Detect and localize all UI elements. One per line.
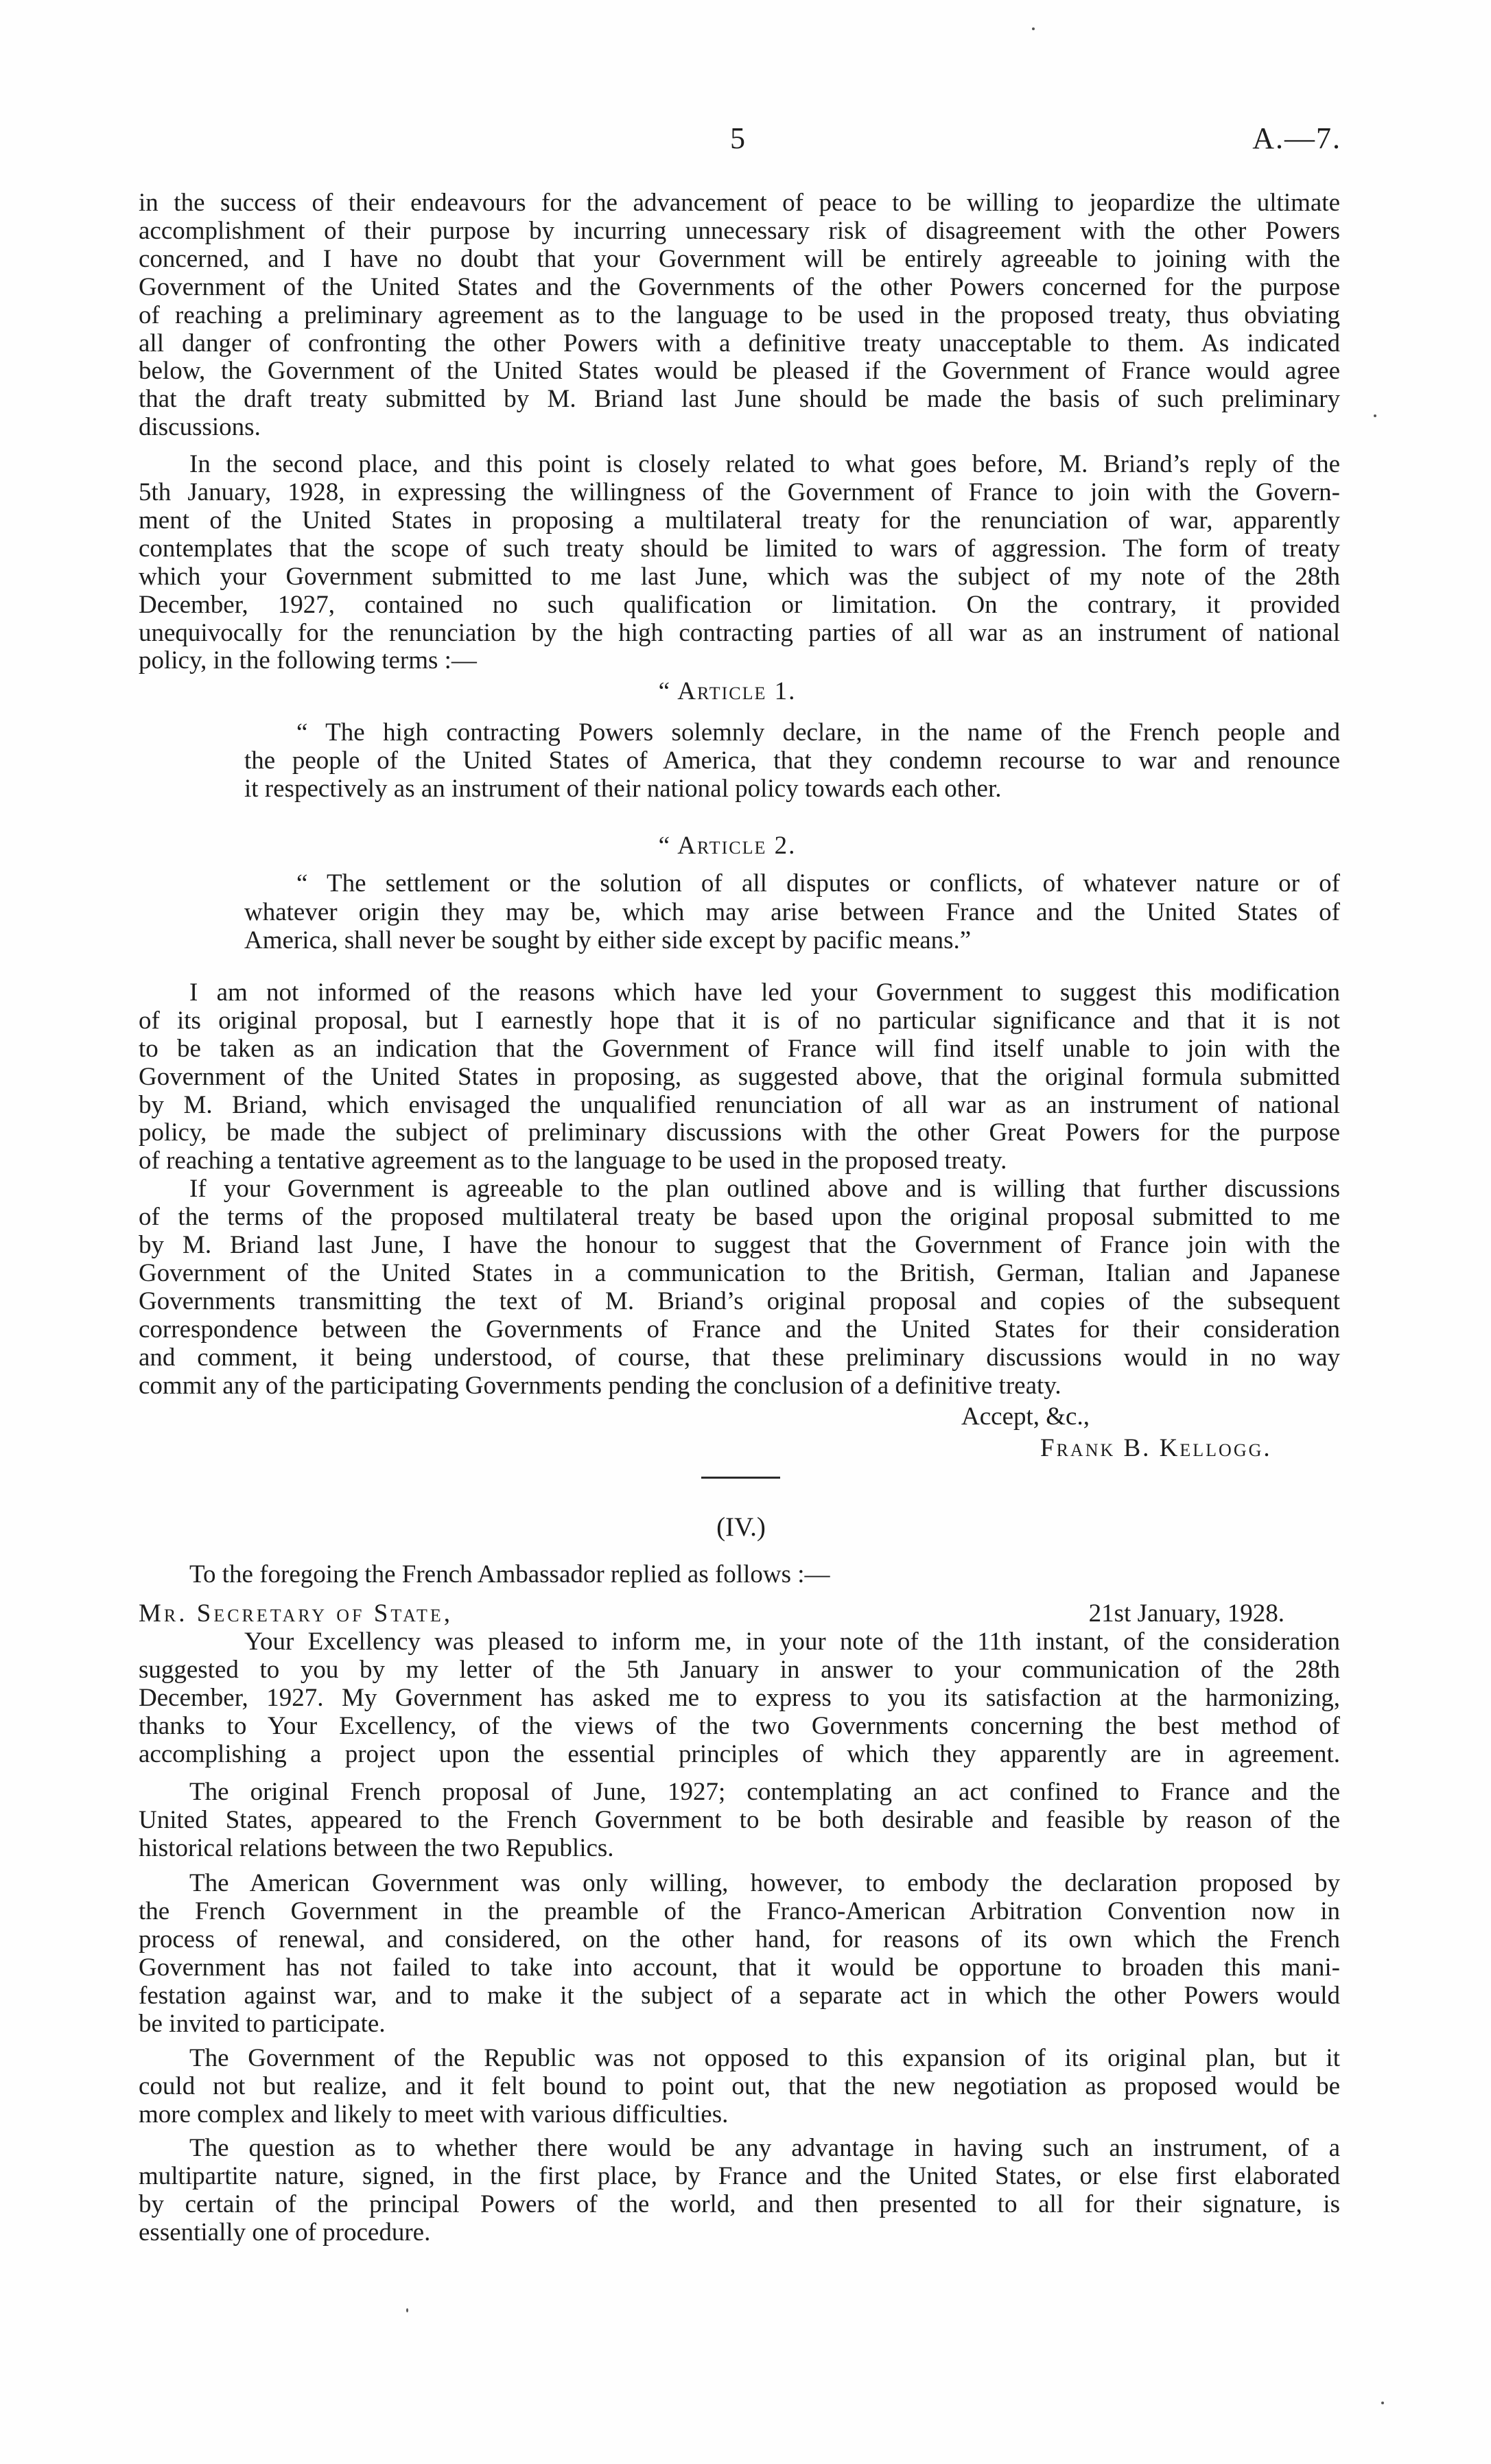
text-line: and comment, it being understood, of course, that these preliminary discussions would in no way [139, 1344, 1340, 1372]
text-line: historical relations between the two Republics. [139, 1834, 614, 1862]
text-line: discussions. [139, 413, 261, 441]
text-line: Your Excellency was pleased to inform me, in your note of the 11th instant, of the consideration [244, 1628, 1340, 1656]
text-line: festation against war, and to make it the subject of a separate act in which the other Powers would [139, 1982, 1340, 2010]
text-line: unequivocally for the renunciation by the high contracting parties of all war as an instrument of national [139, 619, 1340, 647]
text-line: by M. Briand, which envisaged the unqualified renunciation of all war as an instrument of national [139, 1091, 1340, 1119]
text-line: Government of the United States in proposing, as suggested above, that the original formula submitted [139, 1063, 1340, 1091]
text-line: whatever origin they may be, which may arise between France and the United States of [244, 898, 1340, 926]
text-line: of its original proposal, but I earnestly hope that it is of no particular significance and that it is not [139, 1007, 1340, 1035]
closing: Accept, &c., [961, 1403, 1090, 1431]
scan-speck [406, 2308, 408, 2312]
text-line: The American Government was only willing, however, to embody the declaration proposed by [189, 1869, 1340, 1897]
section-heading: (IV.) [716, 1512, 766, 1542]
section-divider [701, 1477, 780, 1479]
text-line: by certain of the principal Powers of the world, and then presented to all for their signature, is [139, 2190, 1340, 2218]
document-reference: A.—7. [1252, 121, 1341, 155]
text-line: Government has not failed to take into account, that it would be opportune to broaden this mani- [139, 1953, 1340, 1982]
text-line: accomplishment of their purpose by incurring unnecessary risk of disagreement with the other Powers [139, 217, 1340, 245]
scan-speck [1381, 2402, 1384, 2404]
text-line: concerned, and I have no doubt that your Government will be entirely agreeable to joining with the [139, 245, 1340, 273]
text-line: of reaching a preliminary agreement as to the language to be used in the proposed treaty, thus obviating [139, 301, 1340, 329]
page-number: 5 [730, 121, 745, 155]
scan-speck [1374, 414, 1376, 417]
text-line: essentially one of procedure. [139, 2218, 431, 2246]
text-line: suggested to you by my letter of the 5th January in answer to your communication of the 28th [139, 1656, 1340, 1684]
text-line: the people of the United States of America, that they condemn recourse to war and renounce [244, 747, 1340, 775]
scan-speck [1032, 27, 1035, 30]
text-line: in the success of their endeavours for the advancement of peace to be willing to jeopardize the ultimate [139, 189, 1340, 217]
letter-date: 21st January, 1928. [1088, 1599, 1284, 1628]
text-line: “ The settlement or the solution of all disputes or conflicts, of whatever nature or of [296, 869, 1340, 897]
section-intro: To the foregoing the French Ambassador replied as follows :— [189, 1560, 830, 1588]
text-line: 5th January, 1928, in expressing the willingness of the Government of France to join with the Govern- [139, 478, 1340, 506]
text-line: multipartite nature, signed, in the first place, by France and the United States, or else first elaborated [139, 2162, 1340, 2190]
text-line: December, 1927, contained no such qualification or limitation. On the contrary, it provided [139, 591, 1340, 619]
text-line: The original French proposal of June, 1927; contemplating an act confined to France and the [189, 1778, 1340, 1806]
text-line: “ The high contracting Powers solemnly declare, in the name of the French people and [296, 718, 1340, 747]
signature: Frank B. Kellogg. [1040, 1434, 1272, 1462]
text-line: more complex and likely to meet with various difficulties. [139, 2100, 729, 2128]
text-line: The Government of the Republic was not opposed to this expansion of its original plan, but it [189, 2044, 1340, 2072]
text-line: In the second place, and this point is closely related to what goes before, M. Briand’s reply of the [189, 450, 1340, 478]
text-line: America, shall never be sought by either side except by pacific means.” [244, 926, 972, 954]
text-line: be invited to participate. [139, 2010, 386, 2038]
text-line: commit any of the participating Governments pending the conclusion of a definitive treaty. [139, 1372, 1061, 1400]
text-line: could not but realize, and it felt bound to point out, that the new negotiation as proposed would be [139, 2072, 1340, 2100]
text-line: of reaching a tentative agreement as to the language to be used in the proposed treaty. [139, 1147, 1007, 1175]
text-line: Government of the United States in a communication to the British, German, Italian and Japanese [139, 1259, 1340, 1287]
text-line: below, the Government of the United States would be pleased if the Government of France would agree [139, 357, 1340, 385]
text-line: correspondence between the Governments of France and the United States for their consideration [139, 1315, 1340, 1344]
text-line: which your Government submitted to me last June, which was the subject of my note of the 28th [139, 563, 1340, 591]
text-line: thanks to Your Excellency, of the views of the two Governments concerning the best method of [139, 1712, 1340, 1740]
text-line: Government of the United States and the Governments of the other Powers concerned for the purpose [139, 273, 1340, 301]
text-line: all danger of confronting the other Powers with a definitive treaty unacceptable to them. As indicated [139, 329, 1340, 357]
text-line: policy, be made the subject of preliminary discussions with the other Great Powers for the purpose [139, 1118, 1340, 1147]
article-heading: “ Article 1. [658, 677, 797, 705]
salutation: Mr. Secretary of State, [139, 1599, 454, 1628]
text-line: Governments transmitting the text of M. Briand’s original proposal and copies of the subsequent [139, 1287, 1340, 1315]
text-line: that the draft treaty submitted by M. Briand last June should be made the basis of such preliminary [139, 385, 1340, 413]
text-line: of the terms of the proposed multilateral treaty be based upon the original proposal submitted to me [139, 1203, 1340, 1231]
text-line: accomplishing a project upon the essential principles of which they apparently are in agreement. [139, 1740, 1340, 1768]
text-line: the French Government in the preamble of the Franco-American Arbitration Convention now in [139, 1897, 1340, 1925]
text-line: contemplates that the scope of such treaty should be limited to wars of aggression. The form of treaty [139, 535, 1340, 563]
article-heading: “ Article 2. [658, 832, 797, 860]
text-line: policy, in the following terms :— [139, 646, 477, 674]
text-line: I am not informed of the reasons which have led your Government to suggest this modification [189, 978, 1340, 1007]
text-line: If your Government is agreeable to the plan outlined above and is willing that further discussions [189, 1175, 1340, 1203]
text-line: ment of the United States in proposing a multilateral treaty for the renunciation of war, apparently [139, 506, 1340, 535]
text-line: United States, appeared to the French Government to be both desirable and feasible by reason of the [139, 1806, 1340, 1834]
text-line: The question as to whether there would be any advantage in having such an instrument, of a [189, 2134, 1340, 2162]
text-line: to be taken as an indication that the Government of France will find itself unable to join with the [139, 1035, 1340, 1063]
text-line: process of renewal, and considered, on the other hand, for reasons of its own which the French [139, 1925, 1340, 1953]
text-line: it respectively as an instrument of their national policy towards each other. [244, 775, 1002, 803]
text-line: December, 1927. My Government has asked me to express to you its satisfaction at the harmonizing, [139, 1684, 1340, 1712]
text-line: by M. Briand last June, I have the honour to suggest that the Government of France join with the [139, 1231, 1340, 1259]
